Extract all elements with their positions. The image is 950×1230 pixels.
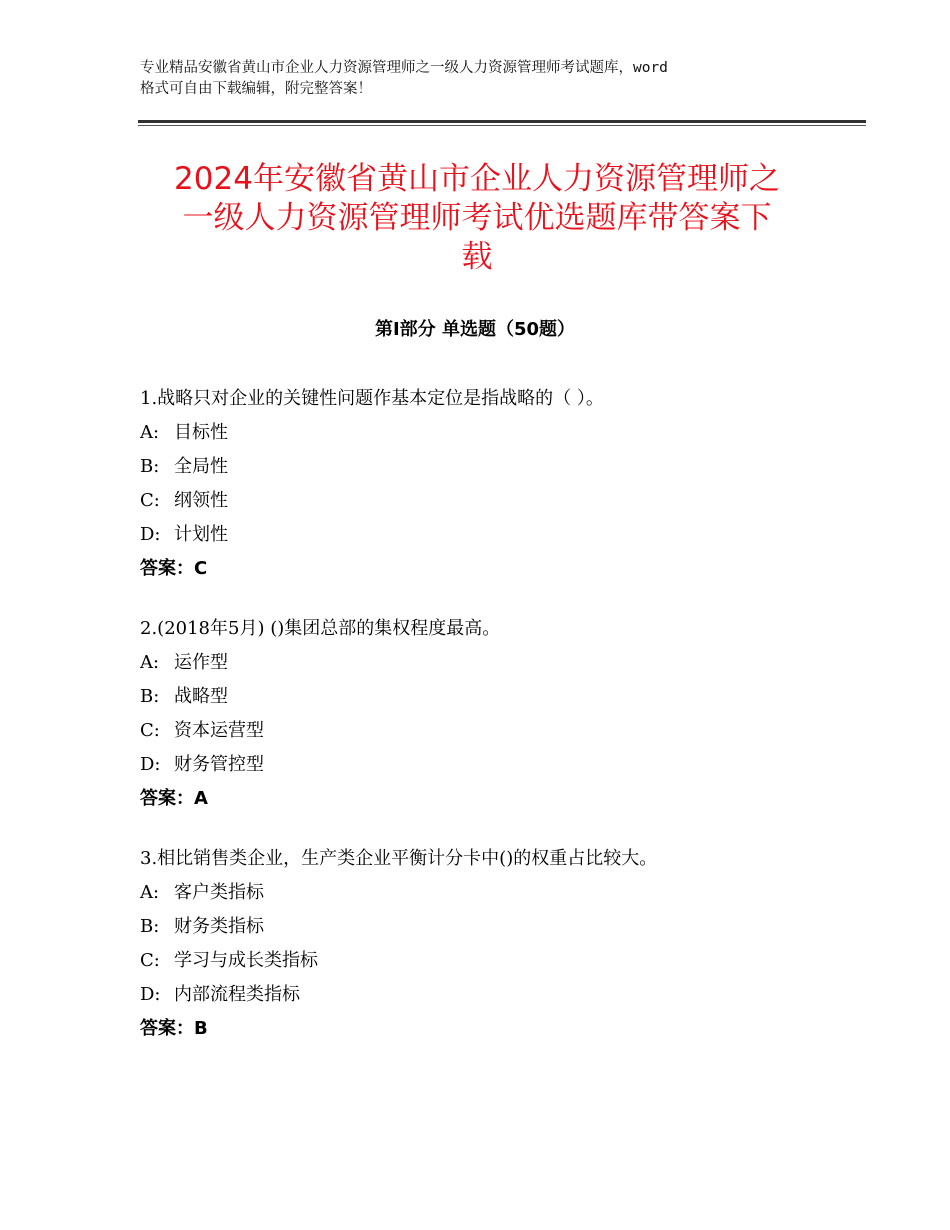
header-note-line: 专业精品安徽省黄山市企业人力资源管理师之一级人力资源管理师考试题库，word	[140, 60, 668, 76]
option-d	[140, 748, 860, 782]
option-letter: B:	[140, 916, 160, 937]
option-a	[140, 416, 860, 450]
option-a	[140, 876, 860, 910]
option-letter: D:	[140, 524, 161, 545]
option-text: 全局性	[174, 456, 228, 477]
option-letter: D:	[140, 984, 161, 1005]
option-d	[140, 518, 860, 552]
header-note-line: 格式可自由下载编辑，附完整答案！	[140, 81, 372, 97]
answer-line: 答案：B	[140, 1018, 208, 1039]
question-stem: 2.(2018年5月) ()集团总部的集权程度最高。	[140, 618, 501, 639]
option-letter: D:	[140, 754, 161, 775]
option-text: 战略型	[174, 686, 228, 707]
header-divider	[138, 120, 866, 123]
option-text: 学习与成长类指标	[174, 950, 318, 971]
document-title	[120, 160, 834, 277]
header-divider-thin	[138, 125, 866, 126]
option-letter: B:	[140, 456, 160, 477]
document-title-line: 2024年安徽省黄山市企业人力资源管理师之	[174, 161, 780, 197]
option-c	[140, 944, 860, 978]
option-letter: A:	[140, 882, 160, 903]
option-letter: B:	[140, 686, 160, 707]
question-stem: 3.相比销售类企业，生产类企业平衡计分卡中()的权重占比较大。	[140, 848, 658, 869]
answer-line: 答案：A	[140, 788, 208, 809]
option-text: 计划性	[174, 524, 228, 545]
document-title-line: 载	[461, 239, 493, 275]
option-letter: C:	[140, 720, 160, 741]
option-text: 内部流程类指标	[174, 984, 300, 1005]
option-b	[140, 680, 860, 714]
option-a	[140, 646, 860, 680]
question-stem: 1.战略只对企业的关键性问题作基本定位是指战略的（ ）。	[140, 388, 604, 409]
header-note	[140, 58, 830, 100]
option-letter: C:	[140, 490, 160, 511]
section-title: 第Ⅰ部分 单选题（50题）	[374, 319, 575, 340]
option-text: 目标性	[174, 422, 228, 443]
option-text: 运作型	[174, 652, 228, 673]
option-letter: C:	[140, 950, 160, 971]
option-letter: A:	[140, 422, 160, 443]
question-item	[140, 612, 860, 816]
option-b	[140, 450, 860, 484]
option-d	[140, 978, 860, 1012]
option-text: 财务管控型	[174, 754, 264, 775]
option-c	[140, 714, 860, 748]
option-text: 资本运营型	[174, 720, 264, 741]
question-item	[140, 842, 860, 1046]
question-list	[140, 382, 860, 1072]
option-letter: A:	[140, 652, 160, 673]
option-text: 客户类指标	[174, 882, 264, 903]
answer-line: 答案：C	[140, 558, 208, 579]
option-c	[140, 484, 860, 518]
option-b	[140, 910, 860, 944]
option-text: 财务类指标	[174, 916, 264, 937]
option-text: 纲领性	[174, 490, 228, 511]
question-item	[140, 382, 860, 586]
document-title-line: 一级人力资源管理师考试优选题库带答案下	[182, 200, 772, 236]
